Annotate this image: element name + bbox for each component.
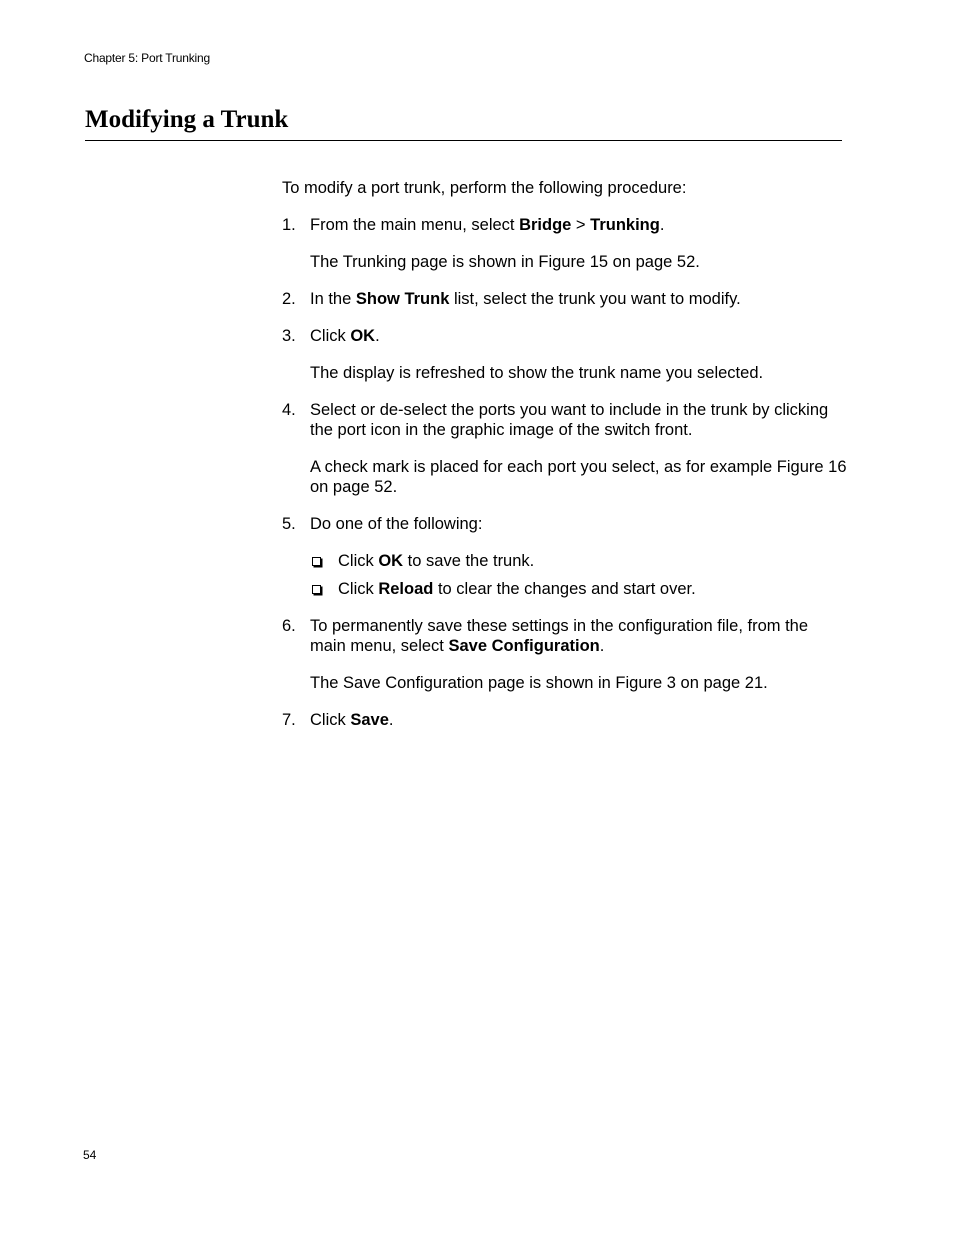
procedure-body [282, 178, 847, 747]
step-number: 4. [282, 401, 296, 419]
step-number: 6. [282, 617, 296, 635]
step-1-note: The Trunking page is shown in Figure 15 on page 52. [310, 253, 700, 271]
ok-label: OK [378, 552, 404, 570]
step-6: 6. To permanently save these settings in the configuration file, from the main menu, select Save Configuration. [282, 617, 809, 655]
step-7: 7. Click Save. [282, 711, 394, 729]
checkbox-bullet-icon [312, 585, 321, 594]
step-number: 1. [282, 216, 296, 234]
step-number: 3. [282, 327, 296, 345]
step-4: 4. Select or de-select the ports you want to include in the trunk by clicking the port icon in the graphic image of the switch front. [282, 401, 829, 439]
step-number: 5. [282, 515, 296, 533]
intro-paragraph: To modify a port trunk, perform the following procedure: [282, 179, 687, 197]
step-6-note: The Save Configuration page is shown in Figure 3 on page 21. [310, 674, 768, 692]
step-number: 2. [282, 290, 296, 308]
step-number: 7. [282, 711, 296, 729]
save-configuration-label: Save Configuration [448, 637, 600, 655]
step-1: 1. From the main menu, select Bridge > Trunking. [282, 216, 665, 234]
step-4-note: A check mark is placed for each port you select, as for example Figure 16 on page 52. [310, 458, 847, 496]
menu-bridge: Bridge [519, 216, 572, 234]
ok-label: OK [350, 327, 376, 345]
title-rule [85, 140, 842, 141]
page-number: 54 [83, 1148, 97, 1162]
step-3-note: The display is refreshed to show the trunk name you selected. [310, 364, 764, 382]
sub-option-ok: Click OK to save the trunk. [282, 551, 847, 571]
checkbox-bullet-icon [312, 557, 321, 566]
show-trunk-label: Show Trunk [355, 290, 450, 308]
sub-option-reload: Click Reload to clear the changes and start over. [282, 579, 847, 599]
reload-label: Reload [378, 580, 434, 598]
running-head: Chapter 5: Port Trunking [84, 51, 210, 65]
step-5: 5. Do one of the following: [282, 515, 483, 533]
step-3: 3. Click OK. [282, 327, 380, 345]
step-2: 2. In the Show Trunk list, select the trunk you want to modify. [282, 290, 741, 308]
save-label: Save [350, 711, 389, 729]
section-title: Modifying a Trunk [85, 106, 289, 133]
menu-trunking: Trunking [590, 216, 660, 234]
